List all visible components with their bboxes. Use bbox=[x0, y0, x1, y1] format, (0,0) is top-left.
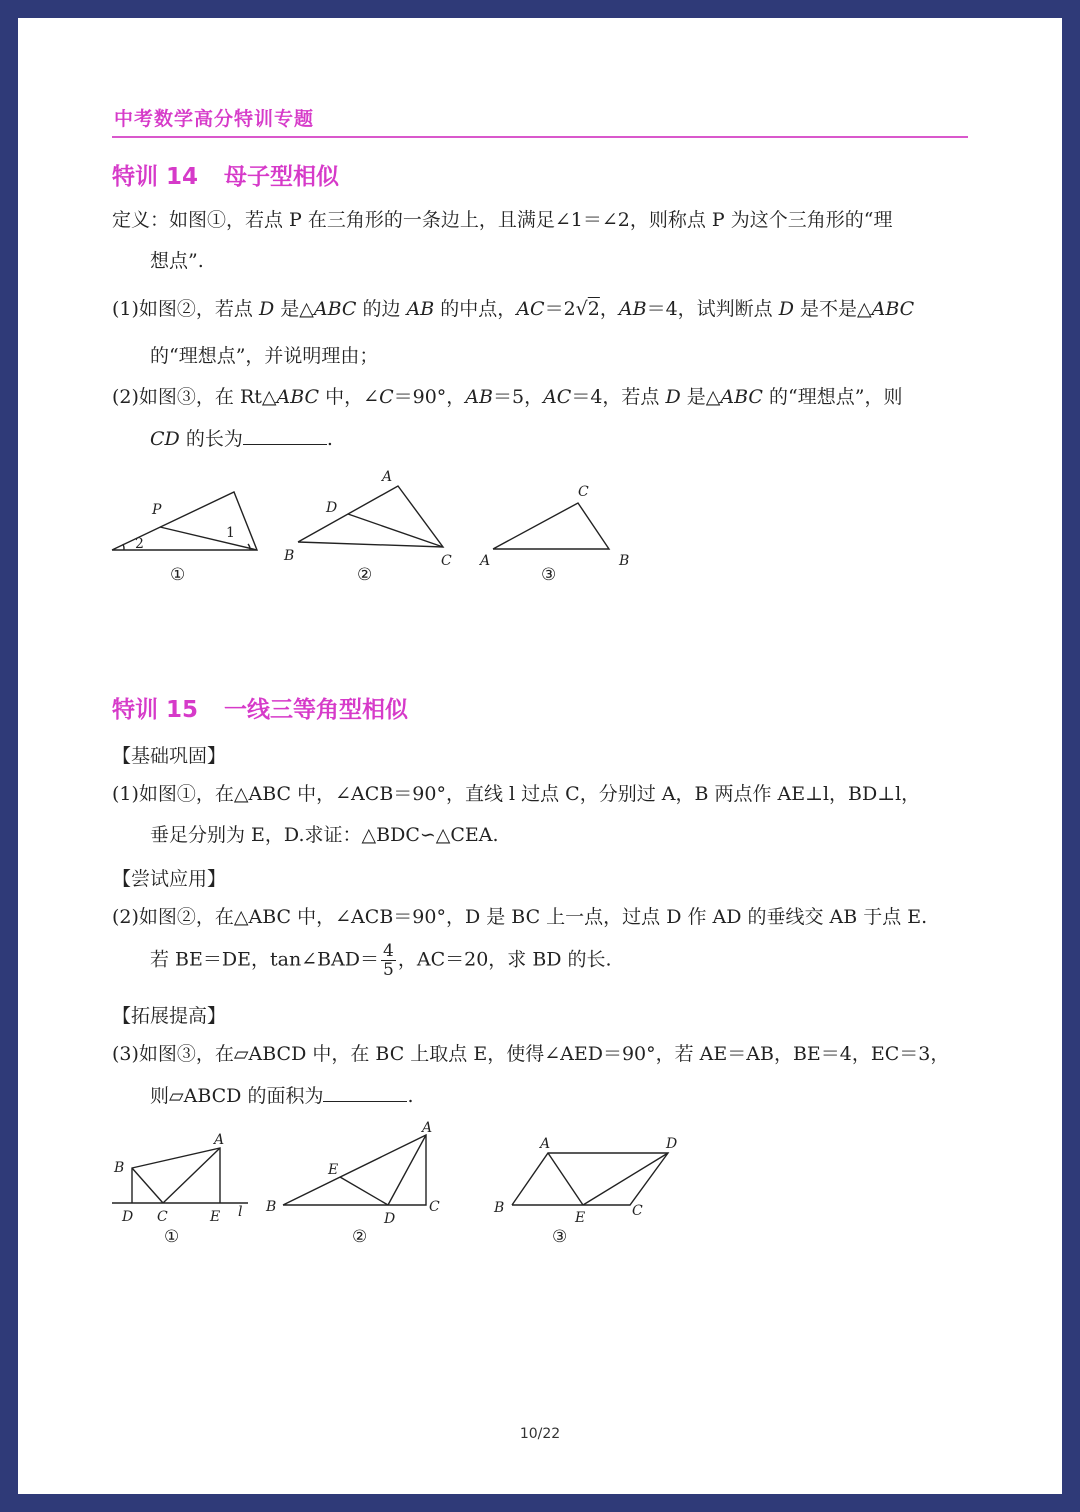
fig14-2-point-C: C bbox=[441, 553, 452, 569]
fig15-3-point-B: B bbox=[494, 1200, 505, 1216]
fig15-2-point-E: E bbox=[328, 1162, 339, 1178]
fig14-1-angle-1: 1 bbox=[226, 525, 235, 541]
fig15-3-point-A: A bbox=[540, 1136, 551, 1152]
fig15-3-point-C: C bbox=[632, 1203, 643, 1219]
question-2-line-1: (2)如图③，在 Rt△ABC 中，∠C＝90°，AB＝5，AC＝4，若点 D 是△ABC 的“理想点”，则 bbox=[112, 386, 903, 408]
fig15-1-point-B: B bbox=[114, 1160, 125, 1176]
fig15-3-point-E: E bbox=[575, 1210, 586, 1226]
fig14-3-point-C: C bbox=[578, 484, 589, 500]
fig14-3-label: ③ bbox=[541, 565, 557, 585]
figure-14-3 bbox=[493, 503, 609, 549]
tag-extend: 【拓展提高】 bbox=[112, 1005, 227, 1027]
figure-14-1 bbox=[112, 492, 257, 550]
answer-blank bbox=[243, 426, 327, 445]
figure-14-2 bbox=[298, 486, 443, 547]
fig15-2-point-C: C bbox=[429, 1199, 440, 1215]
fig15-1-point-D: D bbox=[122, 1209, 134, 1225]
fig15-2-label: ② bbox=[352, 1227, 368, 1247]
fig14-1-label: ① bbox=[170, 565, 186, 585]
fig14-2-point-B: B bbox=[284, 548, 295, 564]
section-15-title bbox=[112, 691, 408, 724]
fig15-1-point-A: A bbox=[214, 1132, 225, 1148]
problem-3-line-2: 则▱ABCD 的面积为 . bbox=[150, 1085, 414, 1107]
question-1-line-1: (1)如图②，若点 D 是△ABC 的边 AB 的中点，AC＝2√2，AB＝4，试判断点 D 是不是△ABC bbox=[112, 298, 915, 320]
problem-1-line-2: 垂足分别为 E，D.求证：△BDC∽△CEA. bbox=[150, 824, 499, 846]
definition-line-2: 想点”. bbox=[150, 250, 204, 272]
fig14-2-point-A: A bbox=[382, 469, 393, 485]
fraction: $\frac{4}{5}$ bbox=[383, 941, 394, 980]
fig15-1-point-E: E bbox=[210, 1209, 221, 1225]
section-14-number: 特训 14 bbox=[112, 164, 199, 190]
section-14-heading: 母子型相似 bbox=[224, 164, 340, 190]
header-title: 中考数学高分特训专题 bbox=[114, 108, 315, 130]
header-divider bbox=[112, 136, 968, 138]
fig14-3-point-A: A bbox=[480, 553, 491, 569]
fig14-1-point-P: P bbox=[152, 502, 162, 518]
figure-15-1 bbox=[112, 1148, 248, 1203]
tag-basic: 【基础巩固】 bbox=[112, 745, 227, 767]
fig15-1-point-C: C bbox=[157, 1209, 168, 1225]
section-14-title bbox=[112, 158, 339, 191]
problem-2-line-2: 若 BE＝DE，tan∠BAD＝ $\frac{4}{5}$ ，AC＝20，求 BD 的长. bbox=[150, 941, 612, 980]
question-1-line-2: 的“理想点”，并说明理由； bbox=[150, 345, 379, 367]
fig14-2-point-D: D bbox=[326, 500, 338, 516]
definition-text: 如图①，若点 P 在三角形的一条边上，且满足∠1＝∠2，则称点 P 为这个三角形的“理 bbox=[169, 209, 893, 231]
fig15-2-point-A: A bbox=[422, 1120, 433, 1136]
answer-blank-2 bbox=[323, 1083, 407, 1102]
fig14-1-angle-2: 2 bbox=[135, 536, 144, 552]
tag-try: 【尝试应用】 bbox=[112, 868, 227, 890]
definition-line-1 bbox=[112, 208, 892, 232]
section-15-number: 特训 15 bbox=[112, 697, 199, 723]
fig15-2-point-D: D bbox=[384, 1211, 396, 1227]
definition-prefix: 定义： bbox=[112, 209, 170, 231]
question-2-line-2: CD 的长为 . bbox=[150, 428, 333, 450]
problem-1-line-1: (1)如图①，在△ABC 中，∠ACB＝90°，直线 l 过点 C，分别过 A，B 两点作 AE⊥l，BD⊥l， bbox=[112, 783, 921, 805]
page-number: 10/22 bbox=[519, 1426, 561, 1442]
figure-15-2 bbox=[283, 1135, 426, 1205]
page bbox=[18, 18, 1062, 1494]
figure-15-3 bbox=[512, 1153, 668, 1205]
fig15-3-point-D: D bbox=[666, 1136, 678, 1152]
fig15-1-line-l: l bbox=[238, 1204, 243, 1220]
fig14-2-label: ② bbox=[357, 565, 373, 585]
section-15-heading: 一线三等角型相似 bbox=[224, 697, 409, 723]
problem-3-line-1: (3)如图③，在▱ABCD 中，在 BC 上取点 E，使得∠AED＝90°，若 AE＝AB，BE＝4，EC＝3， bbox=[112, 1043, 950, 1065]
section-14-figures bbox=[108, 466, 648, 576]
problem-2-line-1: (2)如图②，在△ABC 中，∠ACB＝90°，D 是 BC 上一点，过点 D 作 AD 的垂线交 AB 于点 E. bbox=[112, 906, 928, 928]
fig15-3-label: ③ bbox=[552, 1227, 568, 1247]
fig15-2-point-B: B bbox=[266, 1199, 277, 1215]
fig15-1-label: ① bbox=[164, 1227, 180, 1247]
fig14-3-point-B: B bbox=[619, 553, 630, 569]
section-15-figures bbox=[108, 1120, 708, 1230]
